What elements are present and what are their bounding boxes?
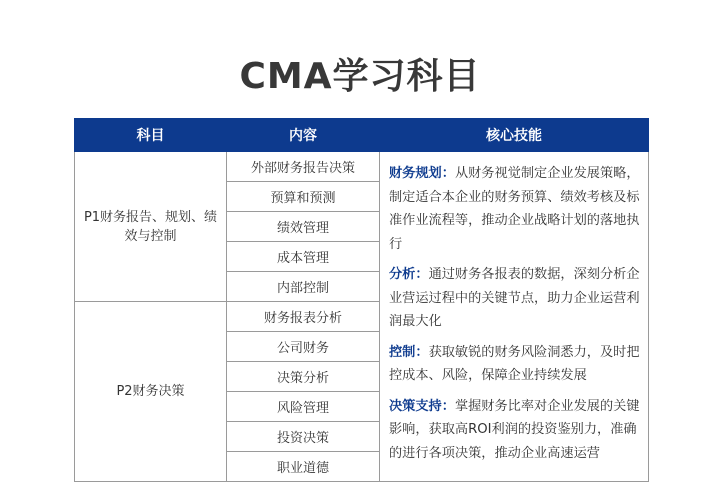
table-row: [75, 152, 649, 182]
skill-paragraph: [389, 162, 642, 256]
page-title: CMA学习科目: [239, 56, 481, 97]
content-cell: 投资决策: [227, 422, 380, 452]
content-cell: 成本管理: [227, 242, 380, 272]
skill-label: 分析：: [389, 267, 429, 282]
skill-text: 通过财务各报表的数据，深刻分析企业营运过程中的关键节点，助力企业运营利润最大化: [389, 267, 640, 329]
content-cell: 风险管理: [227, 392, 380, 422]
skill-text: 从财务视觉制定企业发展策略，制定适合本企业的财务预算、绩效考核及标准作业流程等，推动企业战略计划的落地执行: [389, 166, 640, 252]
content-cell: 职业道德: [227, 452, 380, 482]
content-cell: 决策分析: [227, 362, 380, 392]
content-cell: 外部财务报告决策: [227, 152, 380, 182]
core-skills-cell: [380, 152, 649, 482]
skill-paragraph: [389, 263, 642, 334]
cma-subjects-table: [74, 118, 649, 482]
skill-label: 决策支持：: [389, 398, 455, 414]
header-subject: 科目: [75, 119, 227, 152]
subject-p1: P1财务报告、规划、绩效与控制: [75, 152, 227, 302]
skill-text: 掌握财务比率对企业发展的关键影响，获取高ROI利润的投资鉴别力，准确的进行各项决策，推动企业高速运营: [389, 398, 640, 461]
skill-label: 控制：: [389, 344, 429, 360]
content-cell: 公司财务: [227, 332, 380, 362]
content-cell: 内部控制: [227, 272, 380, 302]
table-header-row: [75, 119, 649, 152]
skill-paragraph: [389, 395, 642, 466]
skill-paragraph: [389, 341, 642, 388]
content-cell: 财务报表分析: [227, 302, 380, 332]
header-skills: 核心技能: [380, 119, 649, 152]
header-content: 内容: [227, 119, 380, 152]
skill-text: 获取敏锐的财务风险洞悉力，及时把控成本、风险，保障企业持续发展: [389, 344, 640, 383]
content-cell: 绩效管理: [227, 212, 380, 242]
content-cell: 预算和预测: [227, 182, 380, 212]
skill-label: 财务规划：: [389, 166, 455, 181]
subject-p2: P2财务决策: [75, 302, 227, 482]
